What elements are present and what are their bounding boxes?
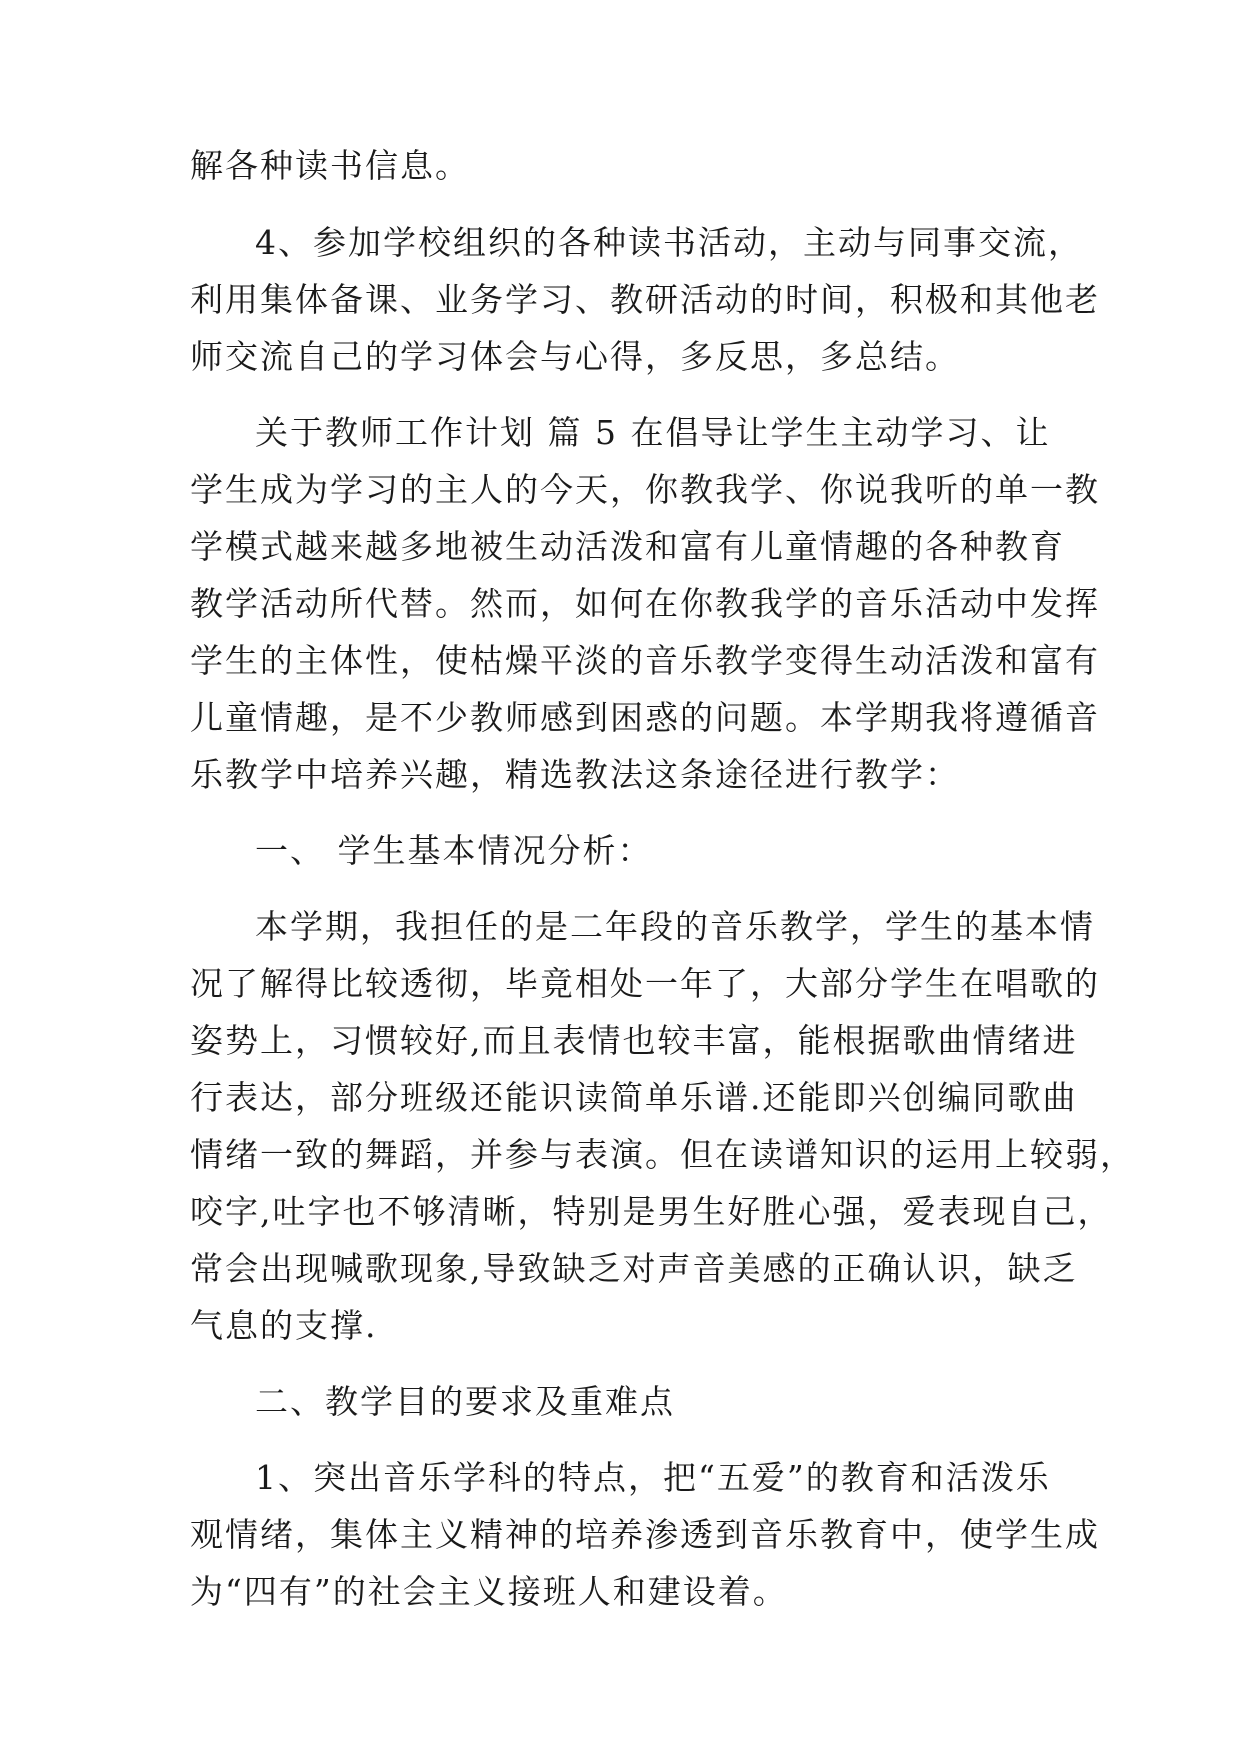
text-line: 儿童情趣，是不少教师感到困惑的问题。本学期我将遵循音 (190, 698, 1100, 737)
text-line: 情绪一致的舞蹈，并参与表演。但在读谱知识的运用上较弱， (190, 1135, 1135, 1174)
text-line: 利用集体备课、业务学习、教研活动的时间，积极和其他老 (190, 280, 1100, 319)
text-line: 行表达，部分班级还能识读简单乐谱.还能即兴创编同歌曲 (190, 1078, 1078, 1117)
text-line: 学模式越来越多地被生动活泼和富有儿童情趣的各种教育 (190, 527, 1065, 566)
text-line: 本学期，我担任的是二年段的音乐教学，学生的基本情 (255, 907, 1095, 946)
text-line: 姿势上，习惯较好,而且表情也较丰富，能根据歌曲情绪进 (190, 1021, 1078, 1060)
text-line: 况了解得比较透彻，毕竟相处一年了，大部分学生在唱歌的 (190, 964, 1100, 1003)
text-line: 教学活动所代替。然而，如何在你教我学的音乐活动中发挥 (190, 584, 1100, 623)
text-line: 学生的主体性，使枯燥平淡的音乐教学变得生动活泼和富有 (190, 641, 1100, 680)
text-line: 关于教师工作计划 篇 5 在倡导让学生主动学习、让 (255, 413, 1051, 452)
text-line: 乐教学中培养兴趣，精选教法这条途径进行教学： (190, 755, 960, 794)
text-line: 咬字,吐字也不够清晰，特别是男生好胜心强，爱表现自己， (190, 1192, 1113, 1231)
text-line: 1、突出音乐学科的特点，把“五爱”的教育和活泼乐 (255, 1458, 1051, 1497)
text-line: 4、参加学校组织的各种读书活动，主动与同事交流， (255, 223, 1083, 262)
section-heading: 二、教学目的要求及重难点 (255, 1382, 675, 1421)
text-line: 气息的支撑. (190, 1306, 378, 1345)
text-line: 学生成为学习的主人的今天，你教我学、你说我听的单一教 (190, 470, 1100, 509)
text-line: 解各种读书信息。 (190, 146, 470, 185)
text-line: 常会出现喊歌现象,导致缺乏对声音美感的正确认识，缺乏 (190, 1249, 1078, 1288)
section-heading: 一、 学生基本情况分析： (255, 831, 653, 870)
text-line: 观情绪，集体主义精神的培养渗透到音乐教育中，使学生成 (190, 1515, 1100, 1554)
text-line: 为“四有”的社会主义接班人和建设着。 (190, 1572, 788, 1611)
text-line: 师交流自己的学习体会与心得，多反思，多总结。 (190, 337, 960, 376)
